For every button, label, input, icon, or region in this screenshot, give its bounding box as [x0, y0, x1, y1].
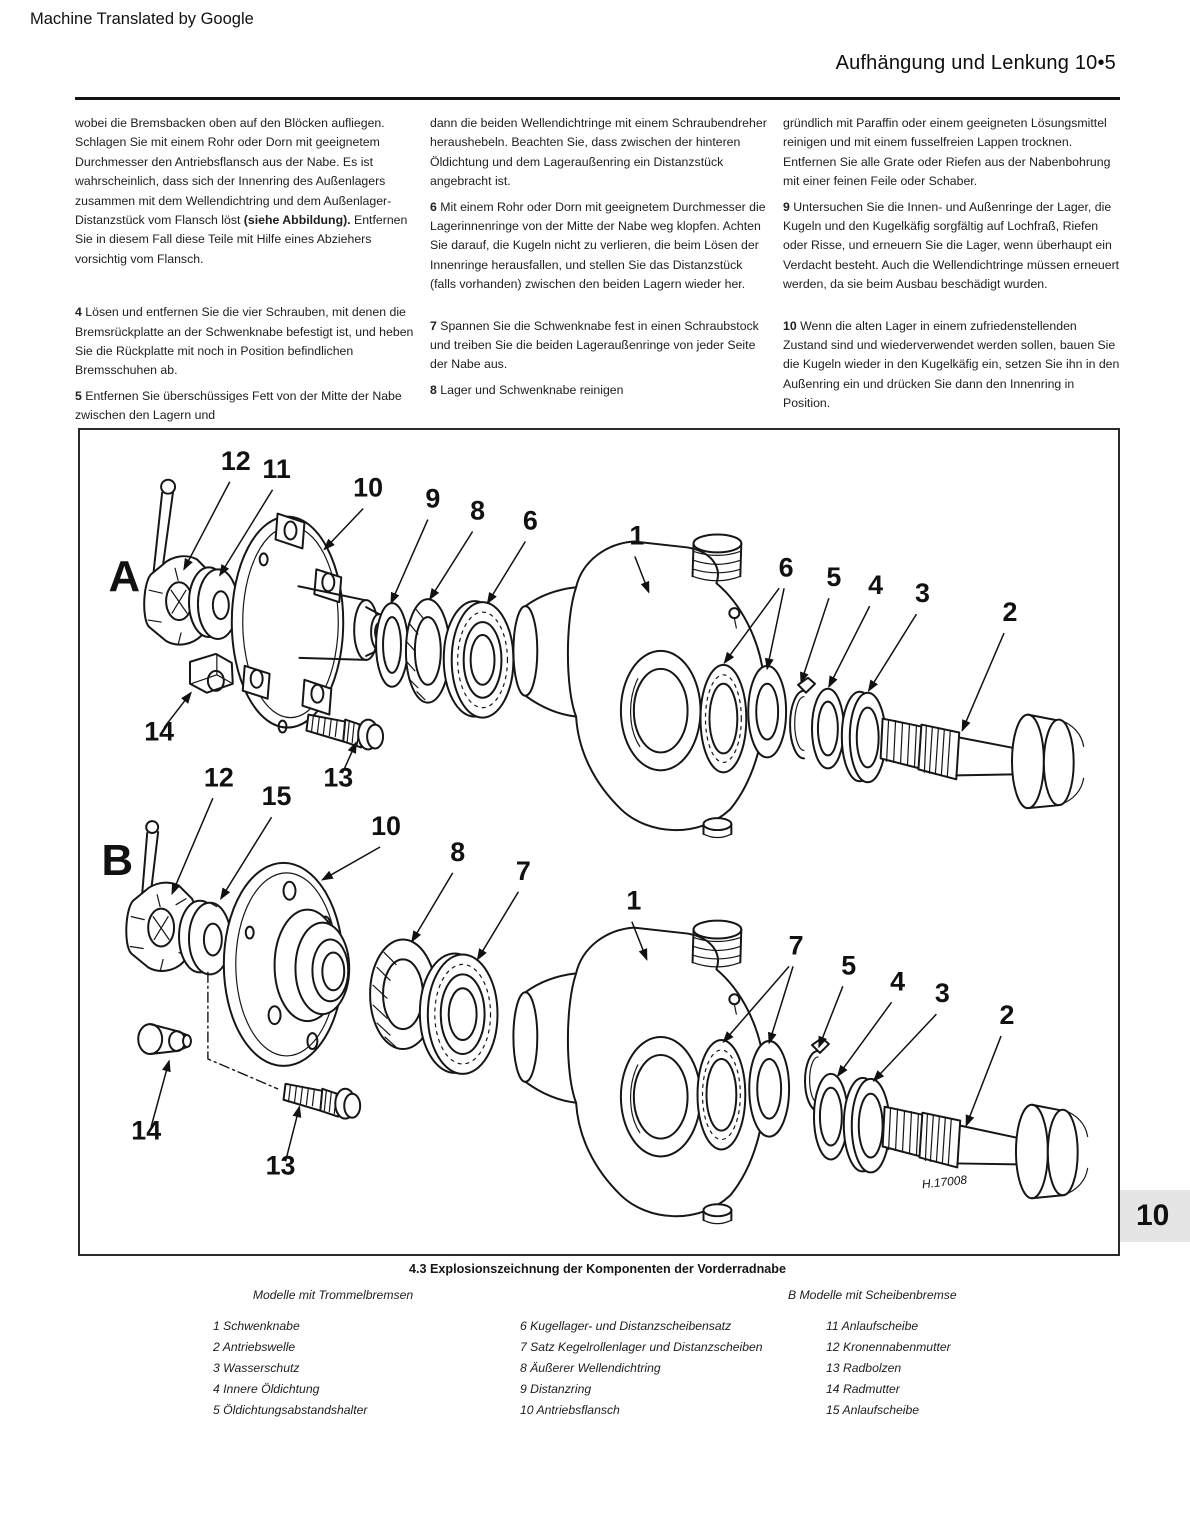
callout-number: 13	[323, 762, 354, 793]
inner-oil-seal	[814, 1074, 848, 1160]
legend-item: 5 Öldichtungsabstandshalter	[213, 1403, 368, 1417]
exploded-diagram	[80, 430, 1118, 1254]
legend-item: 8 Äußerer Wellendichtring	[520, 1361, 661, 1375]
header-rule	[75, 97, 1120, 100]
hub-flange	[224, 863, 349, 1066]
legend-item: 7 Satz Kegelrollenlager und Distanzscheiben	[520, 1340, 763, 1354]
callout-number: 8	[470, 495, 486, 526]
callout-number: 6	[522, 505, 538, 536]
paragraph: 7 Spannen Sie die Schwenknabe fest in einen Schraubstock und treiben Sie die beiden Lageraußenringe von jeder Seite der Nabe aus.	[430, 318, 759, 372]
article-column-2	[430, 114, 770, 432]
wheel-stud	[284, 1084, 361, 1119]
article-column-3	[783, 114, 1120, 432]
paragraph: 5 Entfernen Sie überschüssiges Fett von der Mitte der Nabe zwischen den Lagern und	[75, 388, 402, 423]
callout-number: 5	[826, 562, 842, 593]
spacer-ring	[376, 603, 408, 687]
callout-number: 3	[914, 578, 930, 609]
paragraph: gründlich mit Paraffin oder einem geeigneten Lösungsmittel reinigen und mit einem fusselfreien Lappen trocknen. Entfernen Sie alle Grate oder Riefen aus der Nabenbohrung mit einer feinen Feile oder Schaber.	[783, 116, 1111, 189]
paragraph: 4 Lösen und entfernen Sie die vier Schrauben, mit denen die Bremsrückplatte an der Schwenknabe befestigt ist, und heben Sie die Rückplatte mit noch in Position befindlichen Bremsschuhen ab.	[75, 305, 414, 378]
legend-header-drum: Modelle mit Trommelbremsen	[252, 1288, 414, 1302]
callout-leader-line	[478, 892, 519, 960]
ball-bearing	[444, 601, 514, 717]
figure-frame	[78, 428, 1120, 1256]
callout-number: 10	[371, 811, 401, 842]
page-title: Aufhängung und Lenkung 10•5	[835, 52, 1116, 74]
callout-number: 6	[778, 552, 794, 583]
paragraph: dann die beiden Wellendichtringe mit einem Schraubendreher heraushebeln. Beachten Sie, dass zwischen der hinteren Öldichtung und dem Lageraußenring ein Distanzstück angebracht ist.	[430, 116, 767, 189]
callout-leader-line	[488, 541, 526, 603]
callout-leader-line	[769, 966, 793, 1043]
callout-layer	[102, 446, 1018, 1191]
paragraph: 9 Untersuchen Sie die Innen- und Außenringe der Lager, die Kugeln und den Kugelkäfig sorgfältig auf Lochfraß, Riefen oder Risse, und erneuern Sie die Lager, wenn überhaupt ein Verdacht besteht. Auch die Wellendichtringe müssen erneuert werden, da sie beim Ausbau beschädigt wurden.	[783, 199, 1120, 292]
callout-leader-line	[801, 598, 829, 683]
callout-number: 1	[629, 520, 645, 551]
legend-middle	[520, 1285, 810, 1421]
callout-number: 14	[144, 716, 175, 747]
callout-leader-line	[430, 532, 473, 600]
legend-item: 4 Innere Öldichtung	[213, 1382, 320, 1396]
seal-spacer	[790, 678, 815, 759]
paragraph: 6 Mit einem Rohr oder Dorn mit geeignetem Durchmesser die Lagerinnenringe von der Mitte der Nabe weg klopfen. Achten Sie darauf, die Kugeln nicht zu verlieren, die beim Lösen der Innenringe herausfallen, und stellen Sie das Distanzstück (falls vorhanden) zwischen den beiden Lagern wieder her.	[430, 199, 766, 292]
callout-number: 10	[353, 472, 384, 503]
thrust-washer	[189, 567, 238, 639]
legend-header-middle	[520, 1285, 810, 1306]
callout-number: 14	[131, 1115, 162, 1146]
callout-number: 7	[515, 855, 531, 886]
paragraph: wobei die Bremsbacken oben auf den Blöcken aufliegen. Schlagen Sie mit einem Rohr oder Dorn mit geeignetem Durchmesser den Antriebsflansch aus der Nabe. Es ist wahrscheinlich, dass sich der Innenring des Außenlagers zusammen mit dem Wellendichtring und dem Außenlager-Distanzstück vom Flansch löst (siehe Abbildung). Entfernen Sie in diesem Fall diese Teile mit Hilfe eines Abziehers vorsichtig vom Flansch.	[75, 116, 408, 266]
paragraph: 10 Wenn die alten Lager in einem zufriedenstellenden Zustand sind und wiederverwendet werden sollen, bauen Sie die Kugeln wieder in den Kugelkäfig ein, setzen Sie ihn in den Außenring ein und drücken Sie dann den Innenring in Position.	[783, 318, 1120, 411]
article-column-1	[75, 114, 420, 432]
legend-item: 11 Anlaufscheibe	[826, 1319, 919, 1333]
drive-flange	[232, 514, 387, 733]
callout-number: 3	[934, 978, 950, 1009]
callout-leader-line	[819, 986, 843, 1047]
legend-item: 9 Distanzring	[520, 1382, 592, 1396]
callout-number: 12	[203, 762, 234, 793]
legend-item: 12 Kronennabenmutter	[826, 1340, 951, 1354]
taper-bearing	[420, 953, 498, 1073]
callout-leader-line	[322, 847, 380, 880]
article-columns	[75, 114, 1120, 432]
legend-item: 1 Schwenknabe	[213, 1319, 300, 1333]
legend-header-disc: B Modelle mit Scheibenbremse	[788, 1288, 957, 1302]
callout-number: 4	[868, 570, 884, 601]
legend-item: 14 Radmutter	[826, 1382, 900, 1396]
chapter-tab: 10	[1120, 1190, 1190, 1242]
callout-number: 9	[425, 483, 441, 514]
callout-number: 12	[220, 445, 251, 476]
callout-number: 8	[450, 836, 466, 867]
legend-item: 13 Radbolzen	[826, 1361, 902, 1375]
callout-number: 13	[265, 1150, 296, 1181]
paragraph: 8 Lager und Schwenknabe reinigen	[430, 382, 624, 397]
callout-leader-line	[412, 873, 453, 942]
legend-item: 6 Kugellager- und Distanzscheibensatz	[520, 1319, 732, 1333]
drive-shaft	[881, 715, 1084, 809]
drive-shaft	[883, 1105, 1088, 1199]
callout-leader-line	[874, 1014, 937, 1081]
callout-leader-line	[172, 798, 213, 894]
section-letter: B	[101, 835, 134, 885]
callout-number: 11	[262, 453, 291, 484]
callout-number: 7	[788, 930, 804, 961]
legend-item: 2 Antriebswelle	[213, 1340, 296, 1354]
wheel-stud	[306, 715, 383, 750]
callout-leader-line	[869, 614, 917, 691]
callout-leader-line	[838, 1002, 892, 1076]
legend-item: 3 Wasserschutz	[213, 1361, 300, 1375]
callout-number: 5	[841, 950, 857, 981]
inner-oil-seal	[812, 689, 844, 769]
callout-leader-line	[324, 509, 363, 550]
legend-drum-brake	[213, 1285, 453, 1421]
section-letter: A	[108, 552, 141, 602]
legend-items	[213, 1316, 453, 1421]
legend-item: 15 Anlaufscheibe	[826, 1403, 920, 1417]
figure-reference-number: H.17008	[921, 1172, 968, 1192]
watermark-text: Machine Translated by Google	[30, 10, 254, 28]
callout-leader-line	[391, 520, 428, 604]
callout-leader-line	[962, 633, 1004, 731]
legend-items	[520, 1316, 810, 1421]
callout-number: 15	[261, 781, 292, 812]
water-shield	[842, 692, 886, 783]
callout-number: 4	[890, 966, 906, 997]
wheel-nut	[190, 654, 233, 693]
callout-leader-line	[966, 1036, 1001, 1126]
callout-leader-line	[184, 482, 230, 570]
wheel-nut-cone	[138, 1024, 191, 1054]
callout-leader-line	[829, 606, 870, 687]
legend-disc-brake	[788, 1285, 1048, 1421]
legend-item: 10 Antriebsflansch	[520, 1403, 620, 1417]
figure-caption: 4.3 Explosionszeichnung der Komponenten der Vorderradnabe	[409, 1262, 786, 1276]
callout-number: 2	[999, 1000, 1015, 1031]
callout-number: 1	[626, 885, 642, 916]
callout-number: 2	[1002, 597, 1018, 628]
legend-items	[788, 1316, 1048, 1421]
